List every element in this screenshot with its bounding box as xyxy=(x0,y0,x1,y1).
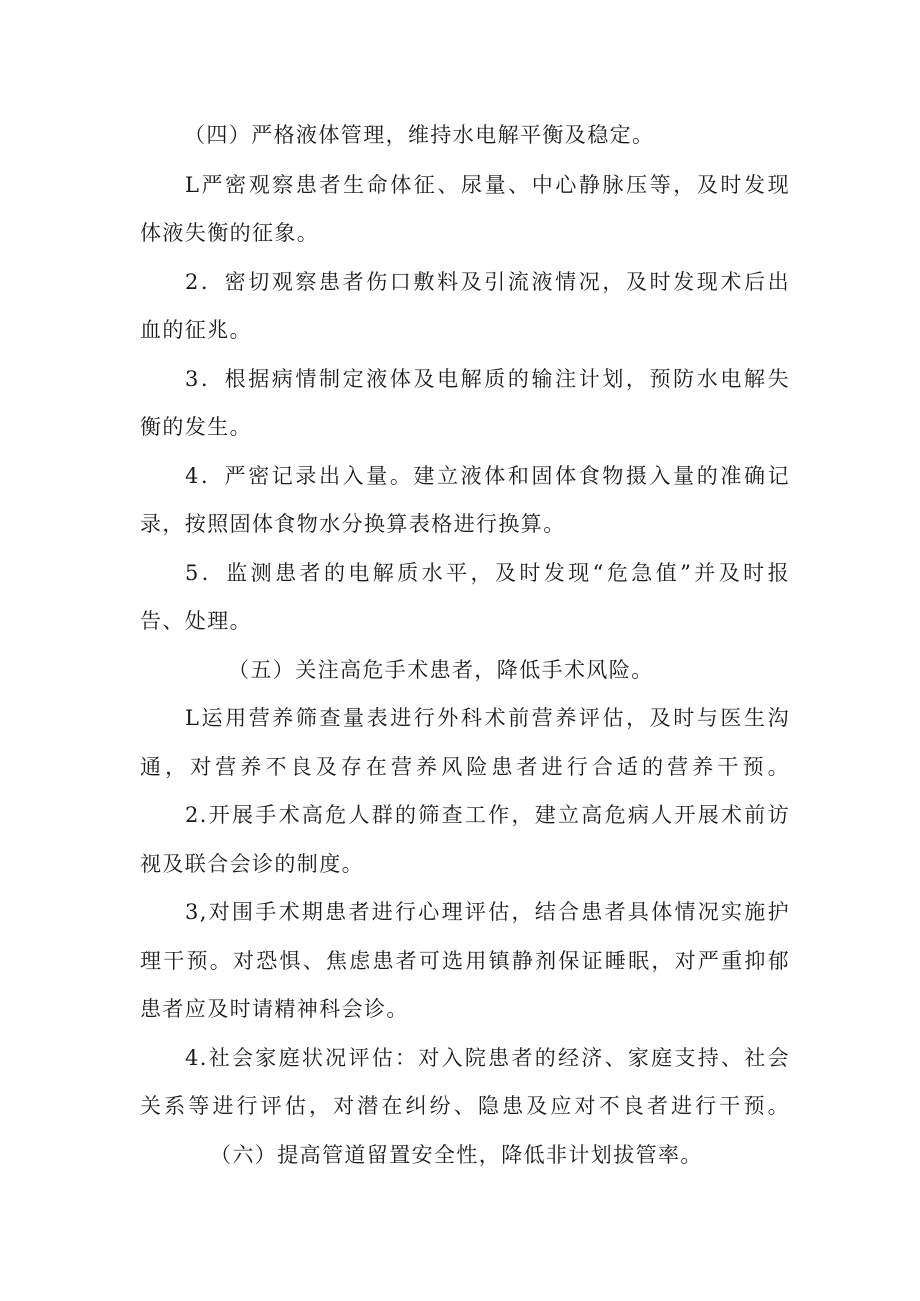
paragraph-line: 关系等进行评估，对潜在纠纷、隐患及应对不良者进行干预。 xyxy=(140,1094,790,1118)
paragraph-line: 衡的发生。 xyxy=(140,415,252,439)
paragraph-line: 体液失衡的征象。 xyxy=(140,221,320,245)
paragraph-line: L运用营养筛查量表进行外科术前营养评估，及时与医生沟 xyxy=(185,706,790,730)
section-heading-4: （四）严格液体管理，维持水电解平衡及稳定。 xyxy=(184,123,655,147)
paragraph-line: 4．严密记录出入量。建立液体和固体食物摄入量的准确记 xyxy=(185,464,790,488)
paragraph-line: 2．密切观察患者伤口敷料及引流液情况，及时发现术后出 xyxy=(185,270,790,294)
paragraph-line: 患者应及时请精神科会诊。 xyxy=(140,997,409,1021)
paragraph-line: 理干预。对恐惧、焦虑患者可选用镇静剂保证睡眠，对严重抑郁 xyxy=(140,949,790,973)
paragraph-line: 3,对围手术期患者进行心理评估，结合患者具体情况实施护 xyxy=(185,900,790,924)
section-heading-6: （六）提高管道留置安全性，降低非计划拔管率。 xyxy=(210,1143,703,1167)
paragraph-line: 4.社会家庭状况评估：对入院患者的经济、家庭支持、社会 xyxy=(185,1046,790,1070)
paragraph-line: 3．根据病情制定液体及电解质的输注计划，预防水电解失 xyxy=(185,367,790,391)
paragraph-line: 录，按照固体食物水分换算表格进行换算。 xyxy=(140,512,566,536)
paragraph-line: 告、处理。 xyxy=(140,609,252,633)
paragraph-line: L严密观察患者生命体征、尿量、中心静脉压等，及时发现 xyxy=(185,173,790,197)
paragraph-line: 2.开展手术高危人群的筛查工作，建立高危病人开展术前访 xyxy=(185,803,790,827)
paragraph-line: 血的征兆。 xyxy=(140,318,252,342)
paragraph-line: 通，对营养不良及存在营养风险患者进行合适的营养干预。 xyxy=(140,755,790,779)
paragraph-line: 5．监测患者的电解质水平，及时发现“危急值”并及时报 xyxy=(185,561,790,585)
section-heading-5: （五）关注高危手术患者，降低手术风险。 xyxy=(228,658,654,682)
paragraph-line: 视及联合会诊的制度。 xyxy=(140,852,364,876)
